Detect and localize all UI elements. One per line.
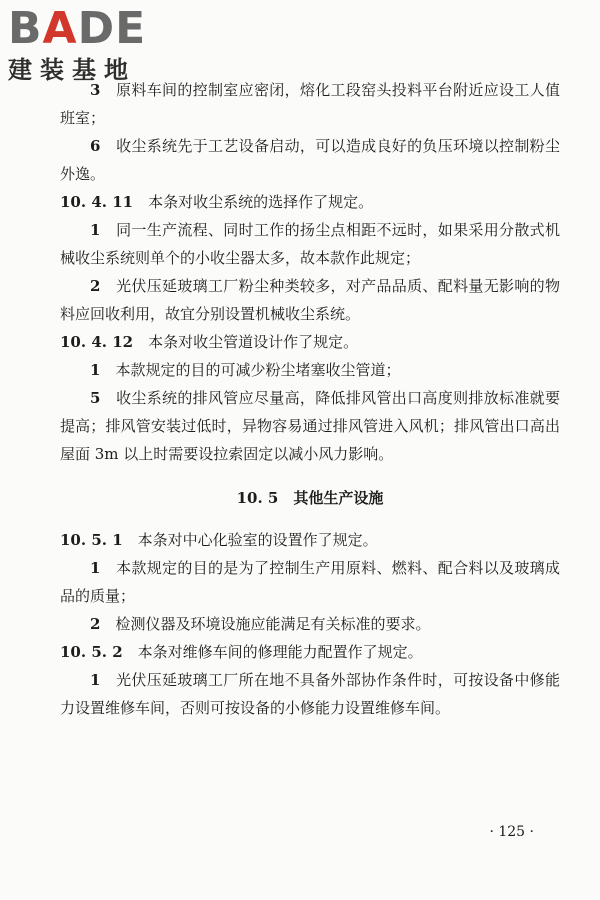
- clause-paragraph: 10. 5. 2 本条对维修车间的修理能力配置作了规定。: [60, 643, 423, 661]
- paragraph: 6 收尘系统先于工艺设备启动，可以造成良好的负压环境以控制粉尘外逸。: [60, 137, 560, 183]
- paragraph: 1 同一生产流程、同时工作的扬尘点相距不远时，如果采用分散式机械收尘系统则单个的小收尘器太多，故本款作此规定；: [60, 221, 560, 267]
- paragraph: 1 本款规定的目的可减少粉尘堵塞收尘管道；: [90, 361, 401, 379]
- page-number: · 125 ·: [489, 824, 534, 840]
- clause-paragraph: 10. 5. 1 本条对中心化验室的设置作了规定。: [60, 531, 378, 549]
- clause-paragraph: 10. 4. 12 本条对收尘管道设计作了规定。: [60, 333, 359, 351]
- page-body: [60, 76, 560, 722]
- clause-paragraph: 10. 4. 11 本条对收尘系统的选择作了规定。: [60, 193, 374, 211]
- paragraph: 2 光伏压延玻璃工厂粉尘种类较多，对产品品质、配料量无影响的物料应回收利用，故宜分别设置机械收尘系统。: [60, 277, 560, 323]
- paragraph: 5 收尘系统的排风管应尽量高，降低排风管出口高度则排放标准就要提高；排风管安装过低时，异物容易通过排风管进入风机；排风管出口高出屋面 3m 以上时需要设拉索固定以减小风力影响。: [60, 389, 560, 463]
- paragraph: 2 检测仪器及环境设施应能满足有关标准的要求。: [90, 615, 431, 633]
- section-title: 10. 5 其他生产设施: [236, 489, 384, 507]
- logo: [8, 3, 178, 86]
- paragraph: 3 原料车间的控制室应密闭，熔化工段窑头投料平台附近应设工人值班室；: [60, 81, 560, 127]
- paragraph: 1 光伏压延玻璃工厂所在地不具备外部协作条件时，可按设备中修能力设置维修车间，否则可按设备的小修能力设置维修车间。: [60, 671, 560, 717]
- logo-subtitle: 建装基地: [8, 56, 136, 84]
- paragraph: 1 本款规定的目的是为了控制生产用原料、燃料、配合料以及玻璃成品的质量；: [60, 559, 560, 605]
- logo-wordmark: BADE: [8, 3, 147, 54]
